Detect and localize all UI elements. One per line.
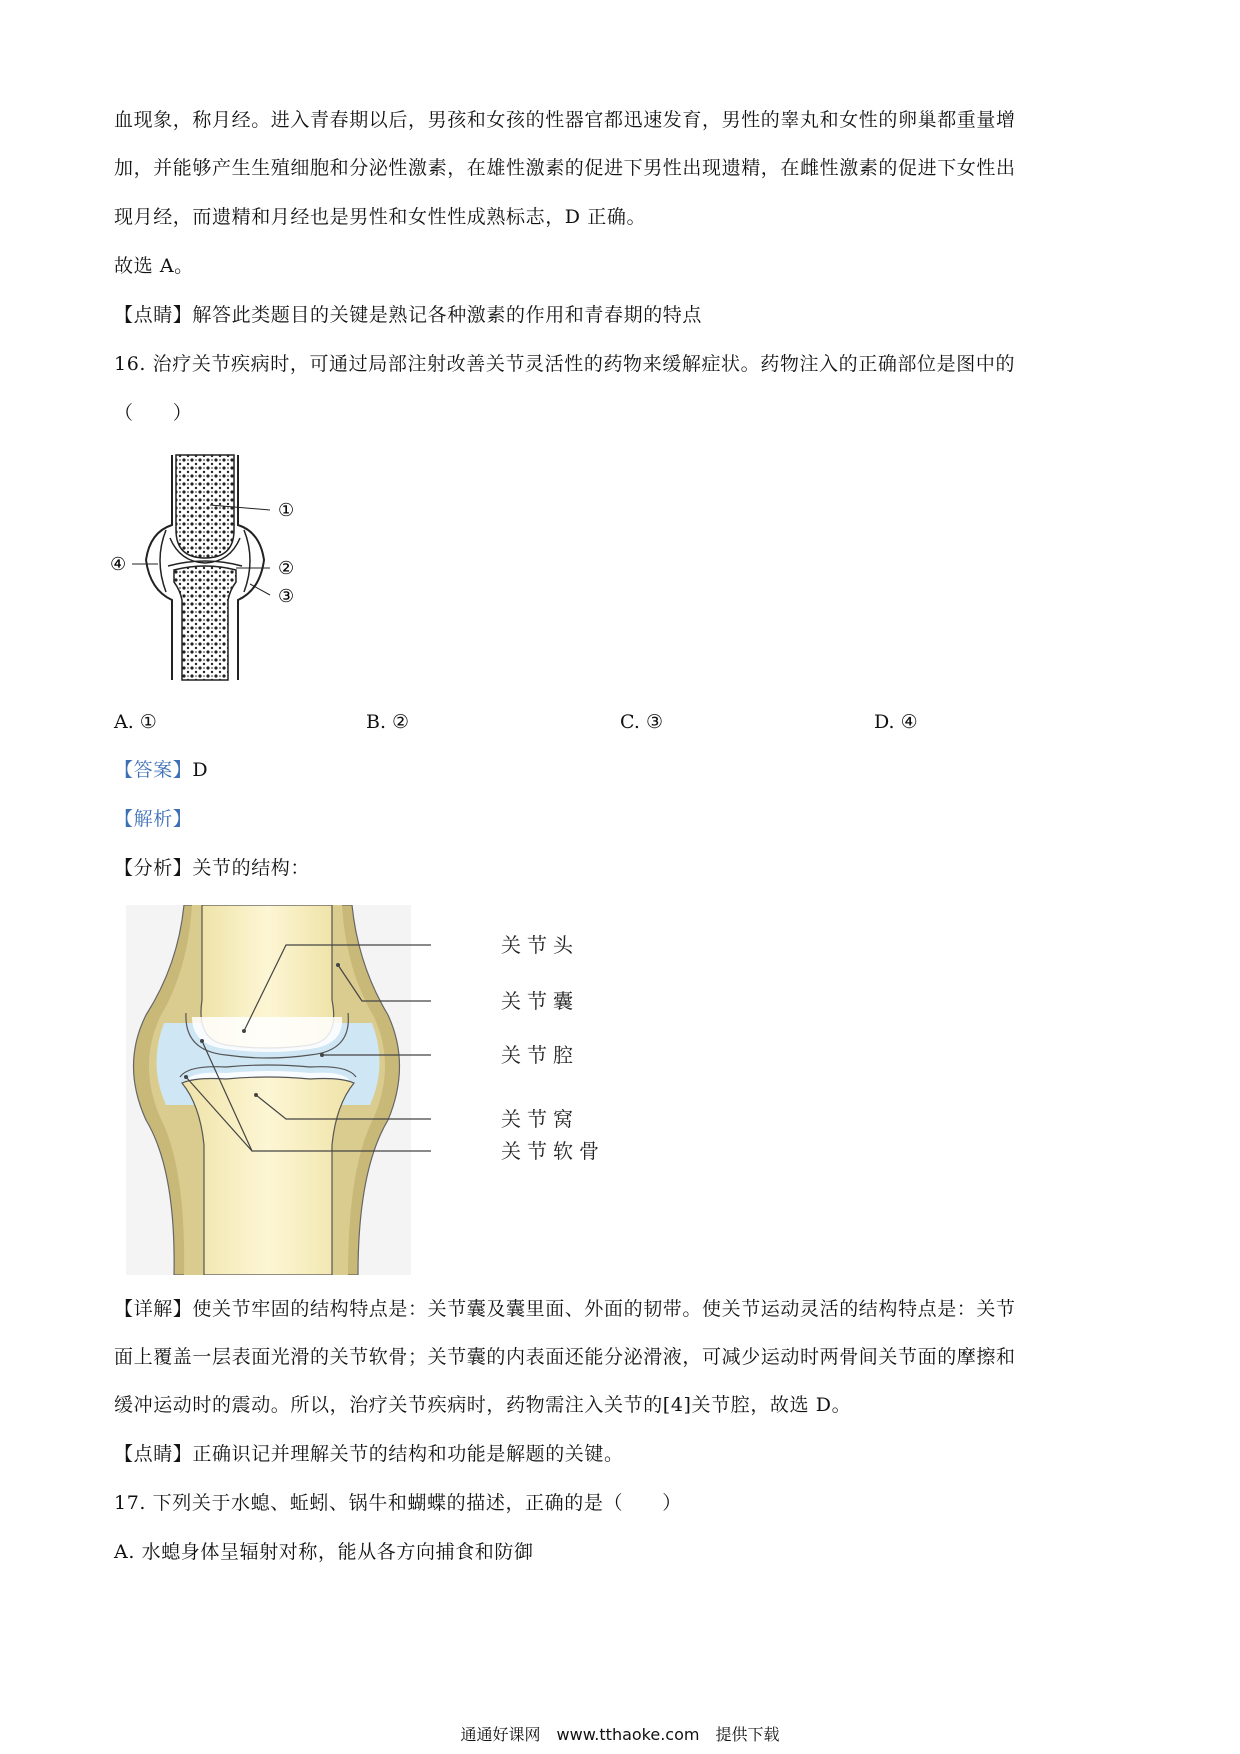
- question-16-stem: 16. 治疗关节疾病时，可通过局部注射改善关节灵活性的药物来缓解症状。药物注入的正确部位是图中的: [114, 353, 1016, 375]
- detail-line: 【详解】使关节牢固的结构特点是：关节囊及囊里面、外面的韧带。使关节运动灵活的结构特点是：关节: [114, 1298, 1016, 1320]
- answer-tag: 【答案】: [114, 759, 193, 781]
- detail-line: 面上覆盖一层表面光滑的关节软骨；关节囊的内表面还能分泌滑液，可减少运动时两骨间关节面的摩擦和: [114, 1346, 1016, 1368]
- label-joint-cavity: 关节腔: [501, 1043, 579, 1067]
- analysis-line: 【分析】关节的结构：: [114, 857, 311, 879]
- note-line: 【点睛】正确识记并理解关节的结构和功能是解题的关键。: [114, 1443, 624, 1465]
- label-joint-head: 关节头: [501, 933, 579, 957]
- question-17-stem: 17. 下列关于水螅、蚯蚓、锅牛和蝴蝶的描述，正确的是（ ）: [114, 1492, 682, 1514]
- label-3: ③: [278, 586, 295, 607]
- option-a[interactable]: A. ①: [114, 711, 157, 733]
- answer-value: D: [192, 759, 209, 781]
- question-17-option-a[interactable]: A. 水螅身体呈辐射对称，能从各方向捕食和防御: [114, 1541, 534, 1563]
- detail-line: 缓冲运动时的震动。所以，治疗关节疾病时，药物需注入关节的[4]关节腔，故选 D。: [114, 1394, 852, 1416]
- note-line: 【点睛】解答此类题目的关键是熟记各种激素的作用和青春期的特点: [114, 304, 703, 326]
- label-joint-cartilage: 关节软骨: [501, 1139, 605, 1163]
- paragraph-line: 故选 A。: [114, 255, 194, 277]
- label-joint-capsule: 关节囊: [501, 989, 579, 1013]
- analysis-tag: 【解析】: [114, 808, 193, 830]
- label-1: ①: [278, 500, 295, 521]
- paragraph-line: 血现象，称月经。进入青春期以后，男孩和女孩的性器官都迅速发育，男性的睾丸和女性的卵巢都重量增: [114, 109, 1016, 131]
- question-16-blank: （ ）: [114, 402, 193, 424]
- option-c[interactable]: C. ③: [620, 711, 663, 733]
- paragraph-line: 加，并能够产生生殖细胞和分泌性激素，在雄性激素的促进下男性出现遗精，在雌性激素的促进下女性出: [114, 157, 1016, 179]
- option-b[interactable]: B. ②: [366, 711, 410, 733]
- label-joint-socket: 关节窝: [501, 1107, 579, 1131]
- answer-line: [114, 758, 208, 782]
- label-4: ④: [110, 554, 127, 575]
- option-d[interactable]: D. ④: [874, 711, 918, 733]
- label-2: ②: [278, 558, 295, 579]
- joint-diagram-small: [110, 450, 310, 690]
- paragraph-line: 现月经，而遗精和月经也是男性和女性性成熟标志，D 正确。: [114, 206, 647, 228]
- joint-diagram-colored: [126, 905, 646, 1275]
- page-footer: 通通好课网 www.tthaoke.com 提供下载: [460, 1725, 780, 1744]
